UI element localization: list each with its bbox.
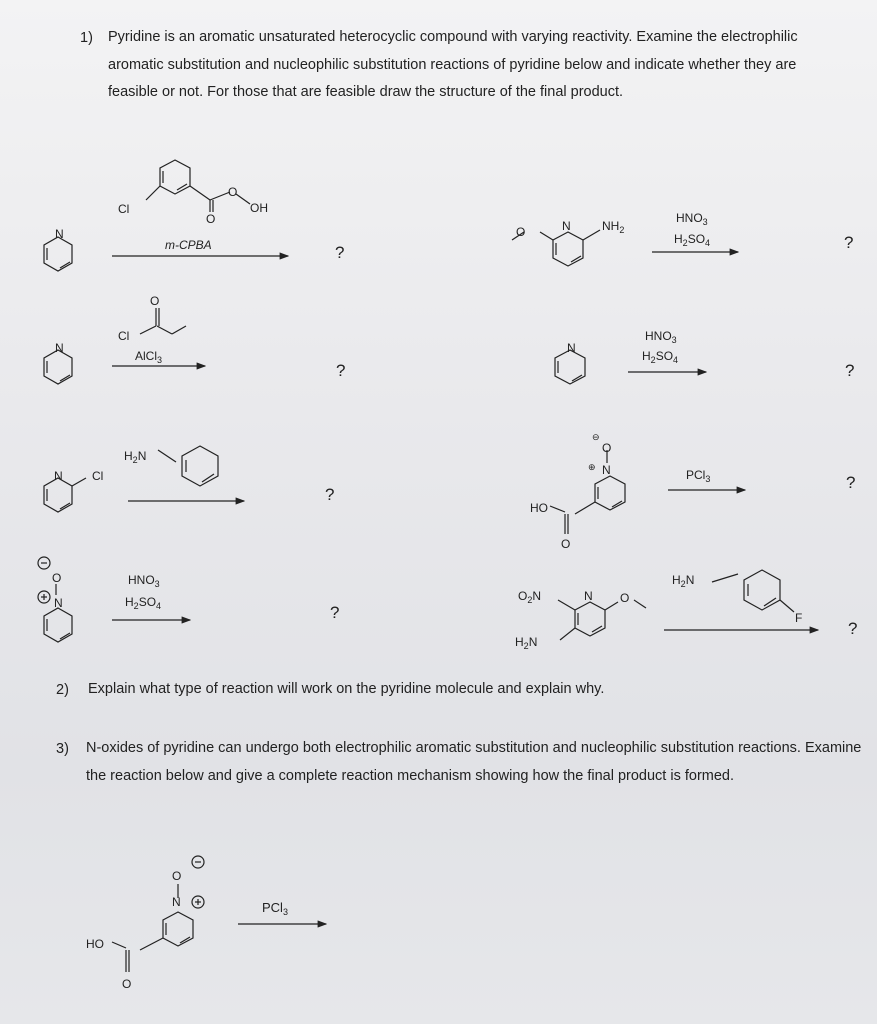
svg-text:H2SO4: $H_2SO_4$ <box>125 595 162 611</box>
svg-text:O: O <box>228 185 238 199</box>
fluorobenzylamine <box>712 570 794 612</box>
svg-text:H2SO4: $H_2SO_4$ <box>674 232 711 248</box>
svg-text:NH2: $NH_2$ <box>602 219 625 235</box>
svg-text:⊖: ⊖ <box>592 432 600 442</box>
atom-n: N <box>55 227 64 241</box>
svg-text:Cl: Cl <box>92 469 104 483</box>
svg-text:HO: HO <box>530 501 548 515</box>
svg-text:HNO3: $HNO_3$ <box>645 329 677 345</box>
svg-text:HNO3: $HNO_3$ <box>128 573 160 589</box>
svg-text:N: N <box>602 463 611 477</box>
q3-n-oxide-acid <box>112 856 204 972</box>
svg-text:PCl3: PCl$_3$ <box>262 900 288 917</box>
svg-text:Cl: Cl <box>118 329 130 343</box>
svg-text:OH: OH <box>250 201 268 215</box>
product-4: ? <box>845 361 855 380</box>
svg-text:AlCl3: AlCl$_3$ <box>135 349 163 365</box>
product-3: ? <box>336 361 346 380</box>
product-2: ? <box>844 233 854 252</box>
question-1-number: 1) <box>80 30 93 46</box>
svg-text:H2N: $H_2N$ <box>515 635 538 651</box>
svg-text:O: O <box>206 212 216 226</box>
question-3-text: N-oxides of pyridine can undergo both electrophilic aromatic substitution and nucleophilic substitution reactions. Examine the reaction below and give a complete reaction mechanism showing how the final product is formed. <box>86 740 862 784</box>
svg-text:N: N <box>55 341 64 355</box>
pyridine-ring-3 <box>44 350 72 384</box>
svg-text:O: O <box>52 571 62 585</box>
reagent-mcpba: m-CPBA <box>165 238 212 252</box>
svg-text:O: O <box>516 225 526 239</box>
product-7: ? <box>330 603 340 622</box>
svg-text:O: O <box>172 869 182 883</box>
svg-text:O2N: $O_2N$ <box>518 589 542 605</box>
svg-text:N: N <box>172 895 181 909</box>
product-8: ? <box>848 619 858 638</box>
svg-text:N: N <box>562 219 571 233</box>
question-3-number: 3) <box>56 741 69 757</box>
svg-text:N: N <box>54 469 63 483</box>
question-1-text: Pyridine is an aromatic unsaturated heterocyclic compound with varying reactivity. Examine the electrophilic aromatic substitution and nucleophilic substitution reactions of pyridine below and indicate whether they are feasible or not. For those that are feasible draw the structure of the final product. <box>108 29 798 100</box>
question-2-number: 2) <box>56 682 69 698</box>
svg-text:⊕: ⊕ <box>588 462 596 472</box>
atom-cl: Cl <box>118 202 130 216</box>
acetyl-chloride <box>140 308 186 334</box>
svg-text:O: O <box>620 591 630 605</box>
product-1: ? <box>335 243 345 262</box>
svg-text:N: N <box>584 589 593 603</box>
benzylamine <box>158 446 218 486</box>
svg-text:H2SO4: $H_2SO_4$ <box>642 349 679 365</box>
svg-text:O: O <box>150 294 160 308</box>
nitro-aminopyridine <box>558 600 646 640</box>
product-5: ? <box>325 485 335 504</box>
svg-text:O: O <box>602 441 612 455</box>
svg-text:N: N <box>567 341 576 355</box>
question-2-text: Explain what type of reaction will work on the pyridine molecule and explain why. <box>88 681 605 697</box>
pyridine-ring-1 <box>44 237 72 271</box>
svg-text:H2N: $H_2N$ <box>124 449 147 465</box>
product-6: ? <box>846 473 856 492</box>
svg-text:HO: HO <box>86 937 104 951</box>
pyridine-ring-4 <box>555 350 585 384</box>
svg-text:H2N: $H_2N$ <box>672 573 695 589</box>
chloropyridine <box>44 478 86 512</box>
svg-text:PCl3: PCl$_3$ <box>686 468 711 484</box>
svg-text:F: F <box>795 611 803 625</box>
svg-text:O: O <box>122 977 132 991</box>
svg-text:O: O <box>561 537 571 551</box>
svg-text:HNO3: $HNO_3$ <box>676 211 708 227</box>
svg-text:N: N <box>54 596 63 610</box>
